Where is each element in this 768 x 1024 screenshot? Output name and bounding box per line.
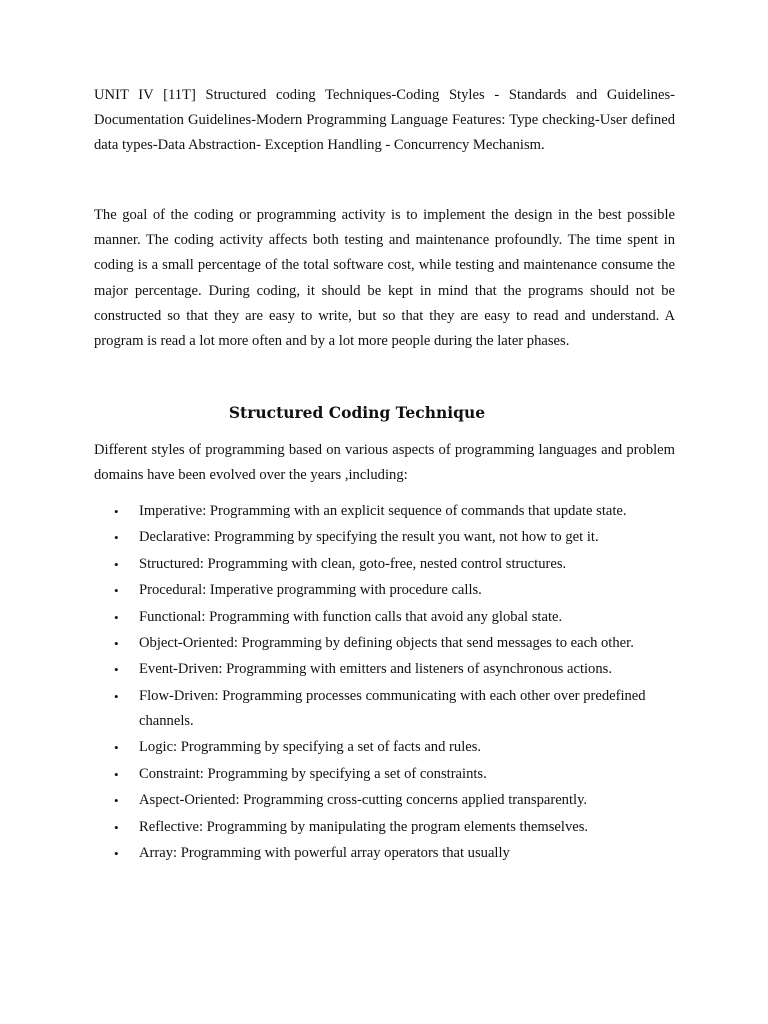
list-item <box>112 578 675 603</box>
bullet-icon: • <box>114 556 119 572</box>
list-item <box>112 499 675 524</box>
list-item-text: Flow-Driven: Programming processes communicating with each other over predefined channels. <box>139 687 646 729</box>
bullet-icon: • <box>114 583 119 599</box>
intro-paragraph: The goal of the coding or programming activity is to implement the design in the best possible manner. The coding activity affects both testing and maintenance profoundly. The time spent in coding is a small percentage of the total software cost, while testing and maintenance consume the major percentage. During coding, it should be kept in mind that the programs should not be constructed so that they are easy to write, but so that they are easy to read and understand. A program is read a lot more often and by a lot more people during the later phases. <box>94 207 675 350</box>
list-item <box>112 525 675 550</box>
list-item-text: Structured: Programming with clean, goto-free, nested control structures. <box>139 555 567 572</box>
list-item-text: Functional: Programming with function calls that avoid any global state. <box>139 608 563 625</box>
list-item-text: Aspect-Oriented: Programming cross-cutting concerns applied transparently. <box>139 792 588 809</box>
list-item-text: Imperative: Programming with an explicit sequence of commands that update state. <box>139 503 627 519</box>
section-heading: Structured Coding Technique <box>228 403 486 422</box>
list-item <box>112 762 675 787</box>
list-item-text: Constraint: Programming by specifying a set of constraints. <box>139 765 487 782</box>
list-item <box>112 605 675 630</box>
list-item <box>112 657 675 682</box>
list-item <box>112 815 675 840</box>
bullet-icon: • <box>114 635 119 651</box>
list-item <box>112 631 675 656</box>
bullet-icon: • <box>114 819 119 835</box>
bullet-icon: • <box>114 845 119 861</box>
list-item <box>112 735 675 760</box>
list-item <box>112 552 675 577</box>
programming-styles-list <box>112 499 675 867</box>
bullet-icon: • <box>114 688 119 704</box>
list-item-text: Procedural: Imperative programming with procedure calls. <box>139 582 482 599</box>
bullet-icon: • <box>114 609 119 625</box>
section-intro-paragraph: Different styles of programming based on various aspects of programming languages and problem domains have been evolved over the years ,including: <box>94 442 675 484</box>
list-item <box>112 788 675 813</box>
list-item <box>112 684 675 734</box>
bullet-icon: • <box>114 793 119 809</box>
list-item-text: Object-Oriented: Programming by defining objects that send messages to each other. <box>139 634 634 651</box>
bullet-icon: • <box>114 530 119 546</box>
list-item-text: Reflective: Programming by manipulating the program elements themselves. <box>139 818 589 835</box>
list-item <box>112 841 675 866</box>
bullet-icon: • <box>114 766 119 782</box>
bullet-icon: • <box>114 740 119 756</box>
list-item-text: Array: Programming with powerful array operators that usually <box>139 844 510 861</box>
list-item-text: Logic: Programming by specifying a set of facts and rules. <box>139 739 482 756</box>
bullet-icon: • <box>114 662 119 678</box>
unit-header-paragraph: UNIT IV [11T] Structured coding Techniques-Coding Styles - Standards and Guidelines- Documentation Guidelines-Modern Programming Language Features: Type checking-User defined data types-Data Abstraction- Exception Handling - Concurrency Mechanism. <box>94 87 675 154</box>
list-item-text: Event-Driven: Programming with emitters and listeners of asynchronous actions. <box>139 661 612 678</box>
bullet-icon: • <box>114 504 119 519</box>
list-item-text: Declarative: Programming by specifying the result you want, not how to get it. <box>139 529 599 546</box>
